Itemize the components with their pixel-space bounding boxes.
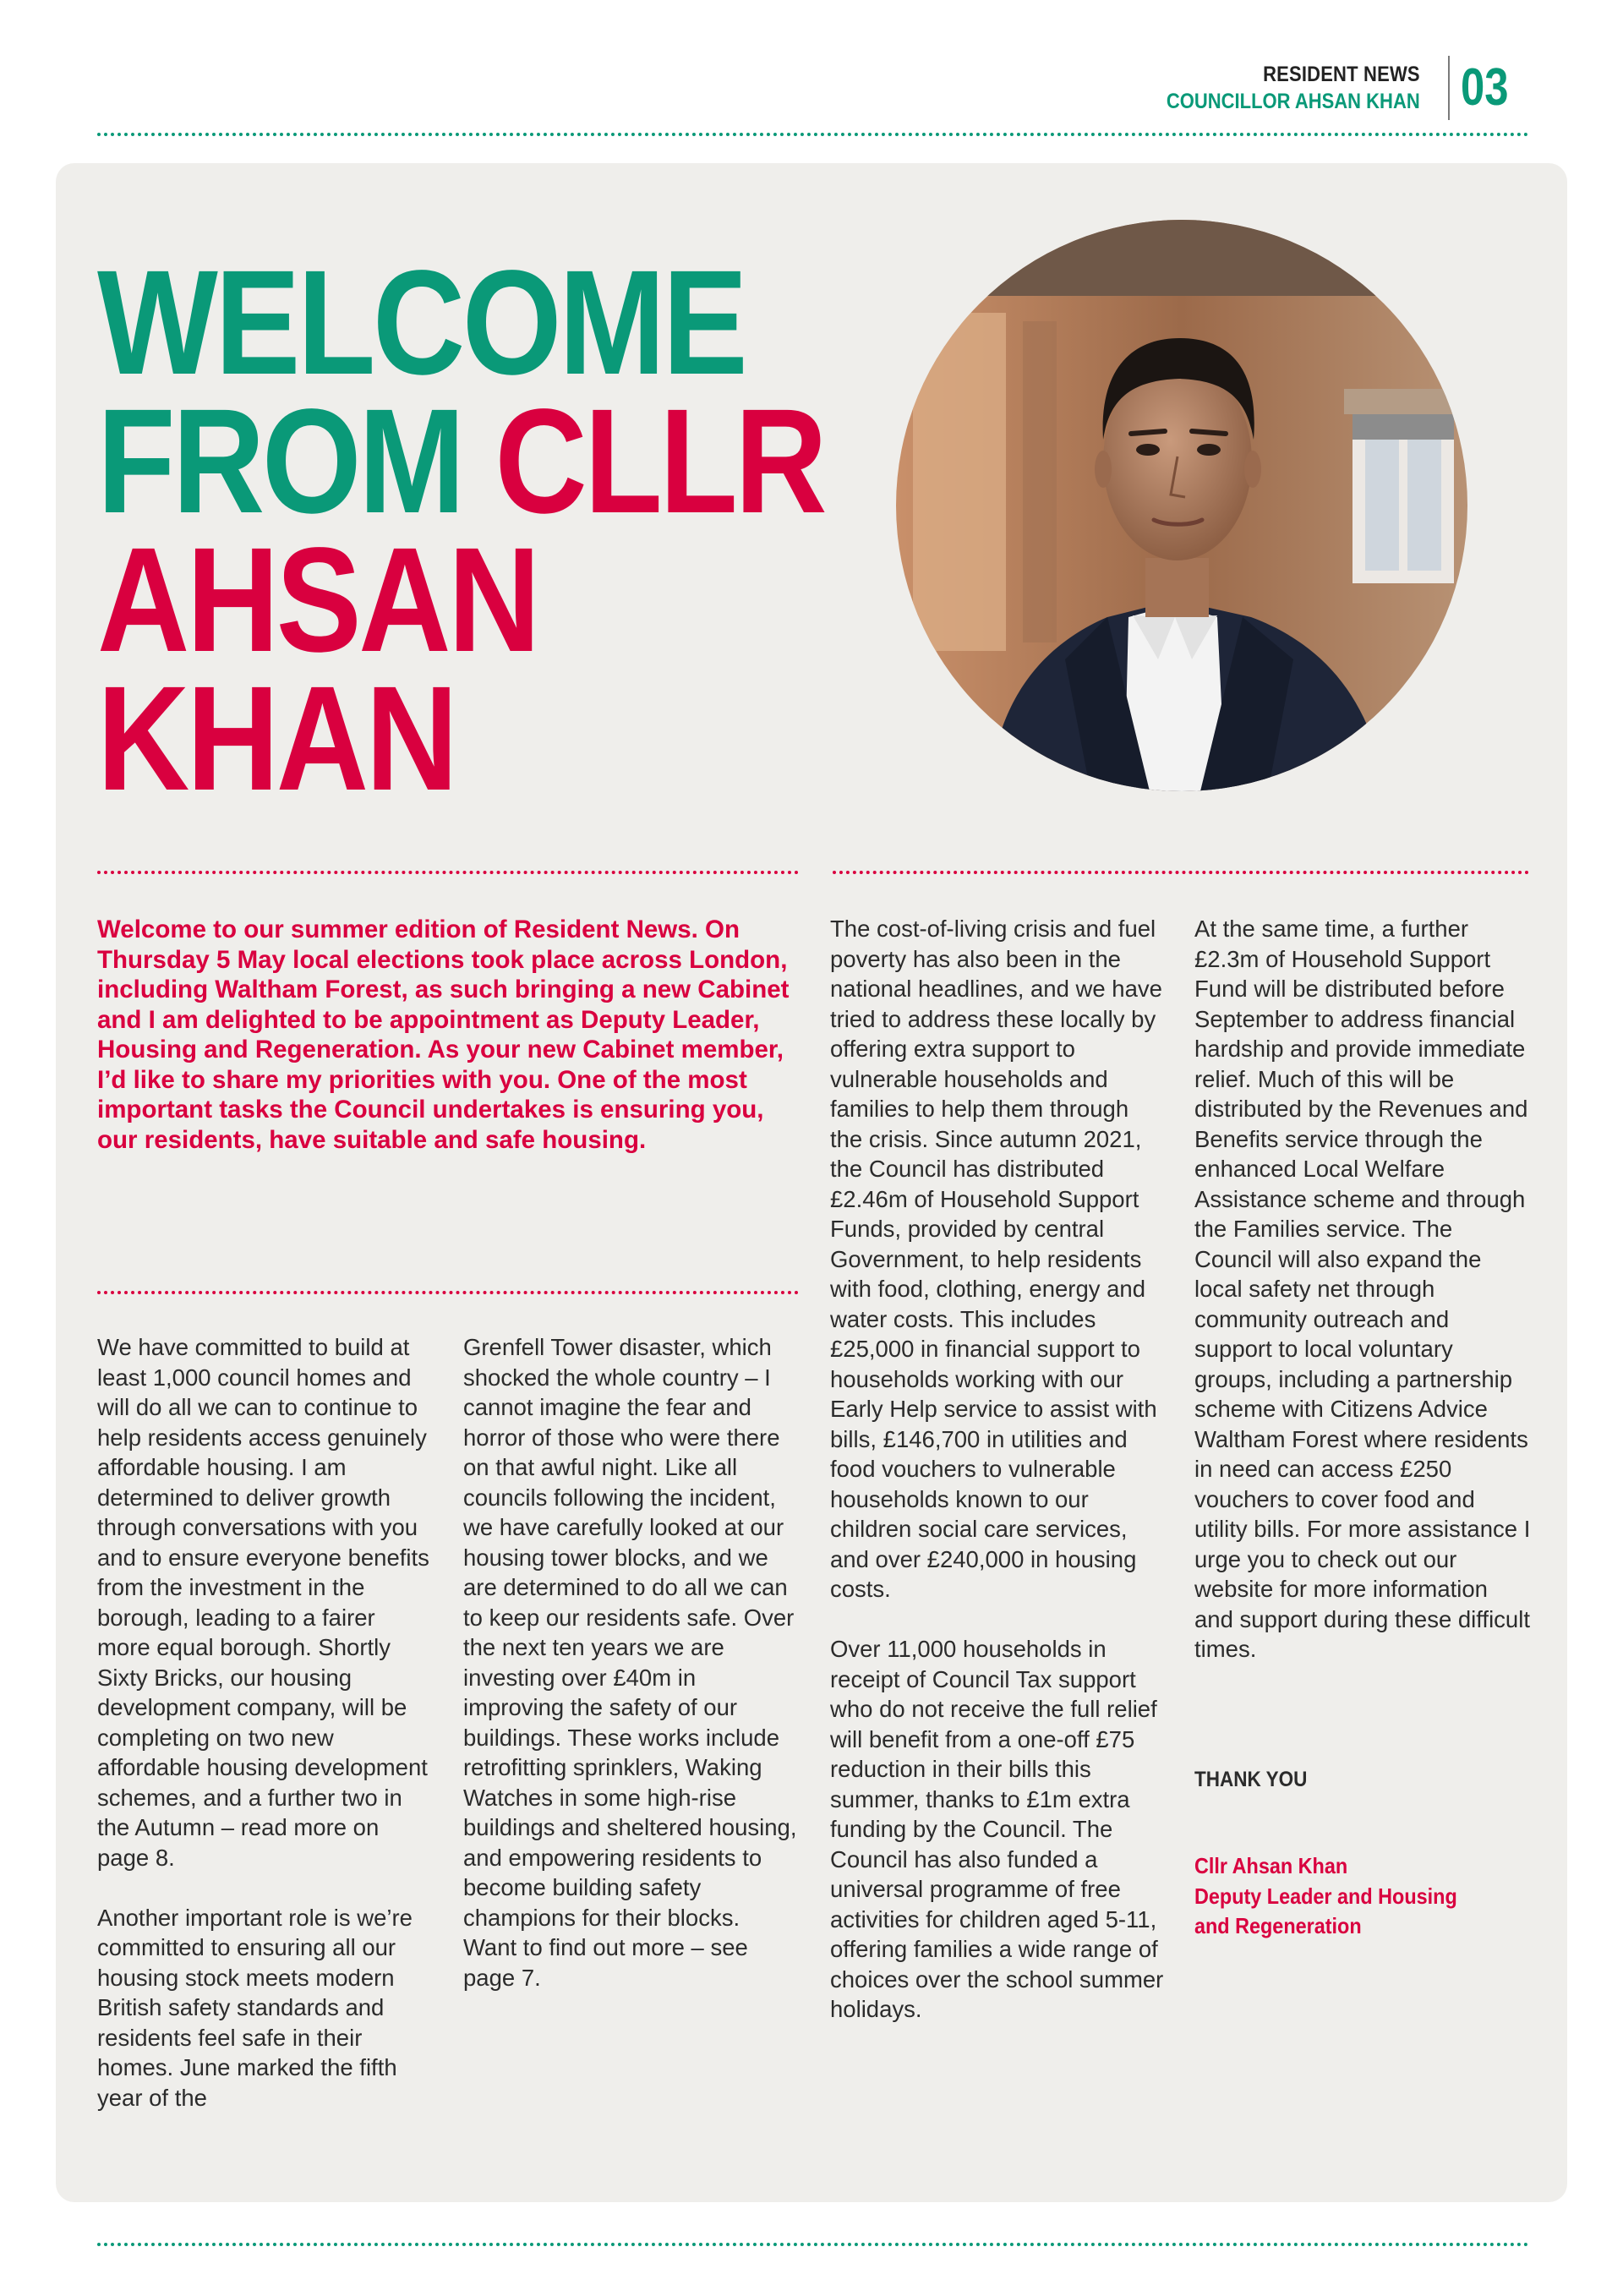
body-column-4 bbox=[1194, 914, 1533, 1665]
intro-paragraph: Welcome to our summer edition of Resident News. On Thursday 5 May local elections took place across London, including Waltham Forest, as such bringing a new Cabinet and I am delighted to be appointment as Deputy Leader, Housing and Regeneration. As your new Cabinet member, I’d like to share my priorities with you. One of the most important tasks the Council undertakes is ensuring you, our residents, have suitable and safe housing. bbox=[97, 916, 790, 1154]
signature-name: Cllr Ahsan Khan bbox=[1194, 1853, 1348, 1878]
section-name: COUNCILLOR AHSAN KHAN bbox=[1167, 90, 1420, 113]
signature-block bbox=[1194, 1851, 1457, 1942]
column-2-paragraph-1: Grenfell Tower disaster, which shocked the whole country – I cannot imagine the fear and horror of those who were there on that awful night. Like all councils following the incident, we have carefully looked at our housing tower blocks, and we are determined to do all we can to keep our residents safe. Over the next ten years we are investing over £40m in improving the safety of our buildings. These works include retrofitting sprinklers, Waking Watches in some high-rise buildings and sheltered housing, and empowering residents to become building safety champions for their blocks. Want to find out more – see page 7. bbox=[463, 1334, 797, 1991]
header-titles bbox=[1132, 61, 1420, 115]
headline-line2-a: FROM bbox=[97, 379, 495, 544]
headline-line1: WELCOME bbox=[97, 240, 746, 406]
signature-title-line1: Deputy Leader and Housing bbox=[1194, 1883, 1457, 1909]
headline-line3: AHSAN bbox=[97, 517, 538, 683]
body-column-1 bbox=[97, 1332, 431, 2113]
thank-you-heading: THANK YOU bbox=[1194, 1768, 1308, 1791]
right-columns-top-rule bbox=[833, 871, 1529, 874]
column-4-paragraph-1: At the same time, a further £2.3m of Household Support Fund will be distributed before September to address financial hardship and provide immediate relief. Much of this will be distributed by the Revenues and Benefits service through the enhanced Local Welfare Assistance scheme and through the Families service. The Council will also expand the local safety net through community outreach and support to local voluntary groups, including a partnership scheme with Citizens Advice Waltham Forest where residents in need can access £250 vouchers to cover food and utility bills. For more assistance I urge you to check out our website for more information and support during these difficult times. bbox=[1194, 916, 1531, 1662]
intro-top-rule bbox=[97, 871, 799, 874]
bottom-dotted-rule bbox=[97, 2243, 1529, 2246]
column-1-paragraph-2: Another important role is we’re committed to ensuring all our housing stock meets modern British safety standards and residents feel safe in their homes. June marked the fifth year of the bbox=[97, 1904, 413, 2111]
councillor-portrait bbox=[896, 220, 1467, 791]
headline-line4: KHAN bbox=[97, 656, 456, 822]
body-column-2 bbox=[463, 1332, 797, 1993]
column-3-paragraph-2: Over 11,000 households in receipt of Council Tax support who do not receive the full relief will benefit from a one-off £75 reduction in their bills this summer, thanks to £1m extra funding by the Council. The Council has also funded a universal programme of free activities for children aged 5-11, offering families a wide range of choices over the school summer holidays. bbox=[830, 1636, 1164, 2022]
body-column-3 bbox=[830, 914, 1164, 2025]
column-1-paragraph-1: We have committed to build at least 1,000 council homes and will do all we can to continue to help residents access genuinely affordable housing. I am determined to deliver growth through conversations with you and to ensure everyone benefits from the investment in the borough, leading to a fairer more equal borough. Shortly Sixty Bricks, our housing development company, will be completing on two new affordable housing development schemes, and a further two in the Autumn – read more on page 8. bbox=[97, 1334, 429, 1871]
headline bbox=[97, 240, 825, 822]
signature-title-line2: and Regeneration bbox=[1194, 1913, 1362, 1938]
headline-line2-b: CLLR bbox=[495, 379, 825, 544]
intro-bottom-rule bbox=[97, 1291, 799, 1294]
publication-name: RESIDENT NEWS bbox=[1263, 63, 1420, 86]
column-3-paragraph-1: The cost-of-living crisis and fuel poverty has also been in the national headlines, and we have tried to address these locally by offering extra support to vulnerable households and families to help them through the crisis. Since autumn 2021, the Council has distributed £2.46m of Household Support Funds, provided by central Government, to help residents with food, clothing, energy and water costs. This includes £25,000 in financial support to households working with our Early Help service to assist with bills, £146,700 in utilities and food vouchers to vulnerable households known to our children social care services, and over £240,000 in housing costs. bbox=[830, 916, 1162, 1602]
header-divider bbox=[1448, 56, 1450, 120]
page-number: 03 bbox=[1461, 58, 1509, 117]
top-dotted-rule bbox=[97, 133, 1529, 136]
